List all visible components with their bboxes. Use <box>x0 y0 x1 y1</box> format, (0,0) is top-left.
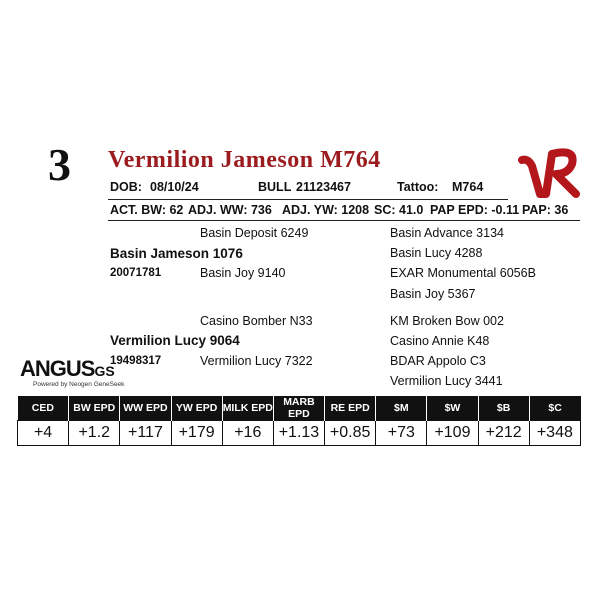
epd-header-ww: WW EPD <box>120 396 171 421</box>
dam-dam-sire: BDAR Appolo C3 <box>390 354 486 368</box>
scrotal-circumference: SC: 41.0 <box>374 203 424 217</box>
dam-registration: 19498317 <box>110 355 162 367</box>
sire-dam-sire: EXAR Monumental 6056B <box>390 266 536 280</box>
epd-value-w: +109 <box>427 421 478 446</box>
pap-epd: PAP EPD: -0.11 <box>430 203 520 217</box>
vermilion-brand-logo <box>518 140 582 204</box>
dam-dam-dam: Vermilion Lucy 3441 <box>390 374 503 388</box>
epd-header-marb: MARB EPD <box>273 396 324 421</box>
dam-sire: Casino Bomber N33 <box>200 314 313 328</box>
actual-birth-weight: ACT. BW: 62 <box>110 203 184 217</box>
epd-value-ww: +117 <box>120 421 171 446</box>
sire-name: Basin Jameson 1076 <box>110 246 243 261</box>
dam-name: Vermilion Lucy 9064 <box>110 333 240 348</box>
tattoo-label: Tattoo: <box>397 180 439 194</box>
sire-registration: 20071781 <box>110 267 162 279</box>
dam-sire-dam: Casino Annie K48 <box>390 334 490 348</box>
gs-wordmark: GS <box>94 363 115 379</box>
lot-number: 3 <box>48 139 71 190</box>
epd-value-ced: +4 <box>18 421 69 446</box>
epd-value-bw: +1.2 <box>69 421 120 446</box>
epd-header-m: $M <box>376 396 427 421</box>
angus-gs-logo <box>20 356 115 382</box>
divider-top <box>108 199 508 200</box>
epd-header-bw: BW EPD <box>69 396 120 421</box>
sire-sire-sire: Basin Advance 3134 <box>390 226 504 240</box>
tattoo-value: M764 <box>452 180 484 194</box>
epd-value-b: +212 <box>478 421 529 446</box>
dam-dam: Vermilion Lucy 7322 <box>200 354 313 368</box>
animal-type: BULL <box>258 180 292 194</box>
epd-header-c: $C <box>529 396 580 421</box>
epd-header-yw: YW EPD <box>171 396 222 421</box>
powered-by-text: Powered by Neogen GeneSeek <box>33 381 125 388</box>
epd-header-w: $W <box>427 396 478 421</box>
sire-sire: Basin Deposit 6249 <box>200 226 309 240</box>
epd-header-b: $B <box>478 396 529 421</box>
epd-value-milk: +16 <box>222 421 273 446</box>
epd-value-c: +348 <box>529 421 580 446</box>
epd-value-marb: +1.13 <box>273 421 324 446</box>
dob-label: DOB: <box>110 180 142 194</box>
epd-value-row <box>18 421 581 446</box>
sire-dam-dam: Basin Joy 5367 <box>390 287 476 301</box>
angus-wordmark: ANGUS <box>20 356 95 381</box>
epd-header-milk: MILK EPD <box>222 396 273 421</box>
adjusted-weaning-weight: ADJ. WW: 736 <box>188 203 272 217</box>
registration-number: 21123467 <box>296 180 351 194</box>
epd-header-re: RE EPD <box>325 396 376 421</box>
epd-value-m: +73 <box>376 421 427 446</box>
epd-header-ced: CED <box>18 396 69 421</box>
animal-name: Vermilion Jameson M764 <box>108 147 381 173</box>
epd-table <box>17 396 581 446</box>
divider-bottom <box>108 220 580 221</box>
epd-value-re: +0.85 <box>325 421 376 446</box>
epd-value-yw: +179 <box>171 421 222 446</box>
sire-dam: Basin Joy 9140 <box>200 266 286 280</box>
adjusted-yearling-weight: ADJ. YW: 1208 <box>282 203 370 217</box>
sire-sire-dam: Basin Lucy 4288 <box>390 246 483 260</box>
epd-header-row <box>18 396 581 421</box>
dam-sire-sire: KM Broken Bow 002 <box>390 314 504 328</box>
dob-value: 08/10/24 <box>150 180 199 194</box>
pap-value: PAP: 36 <box>522 203 569 217</box>
